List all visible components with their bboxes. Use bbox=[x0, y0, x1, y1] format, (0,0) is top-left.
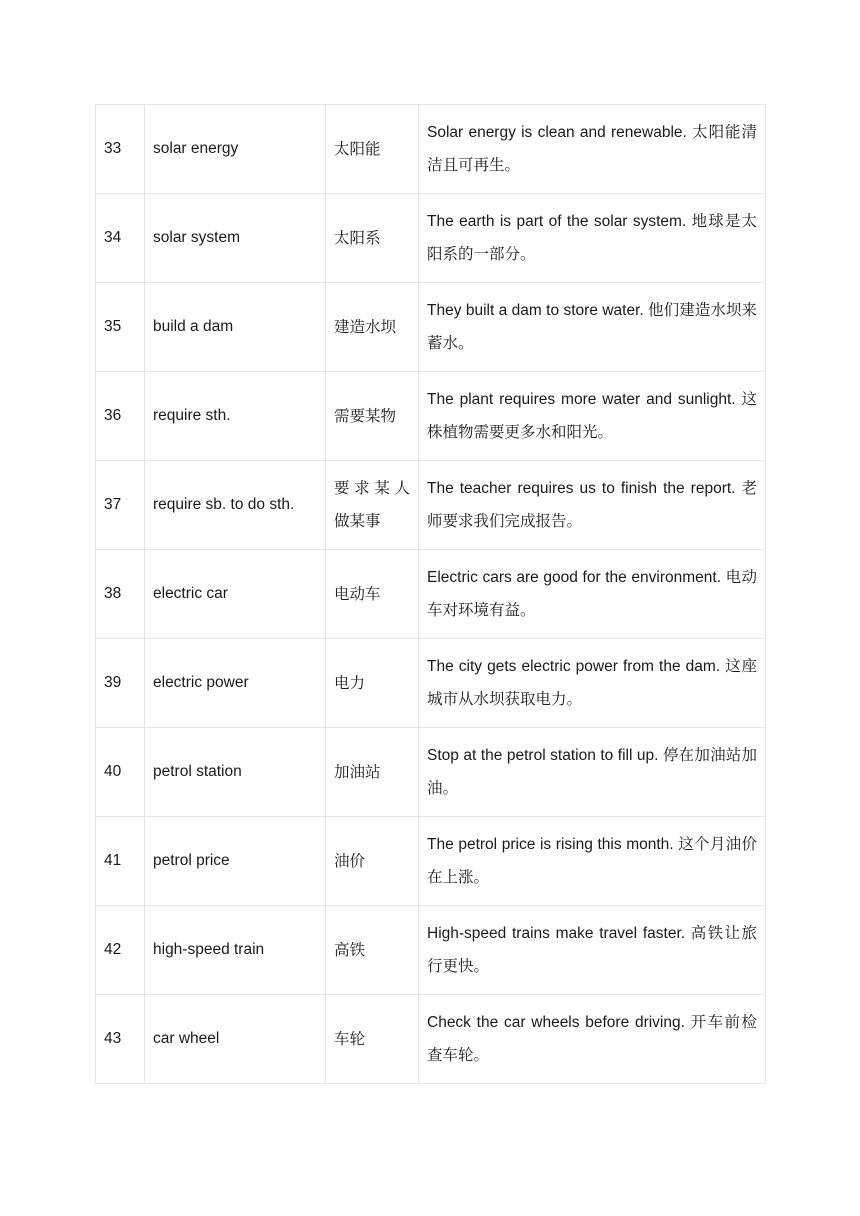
table-row bbox=[96, 817, 766, 906]
example-sentence: Check the car wheels before driving. 开车前检查车轮。 bbox=[419, 995, 766, 1084]
chinese-meaning: 电动车 bbox=[326, 550, 419, 639]
row-number: 41 bbox=[96, 817, 145, 906]
english-term: solar energy bbox=[145, 105, 326, 194]
english-term: high-speed train bbox=[145, 906, 326, 995]
table-row bbox=[96, 728, 766, 817]
chinese-meaning: 太阳能 bbox=[326, 105, 419, 194]
example-sentence: The city gets electric power from the dam. 这座城市从水坝获取电力。 bbox=[419, 639, 766, 728]
chinese-meaning: 车轮 bbox=[326, 995, 419, 1084]
row-number: 36 bbox=[96, 372, 145, 461]
chinese-meaning: 电力 bbox=[326, 639, 419, 728]
row-number: 34 bbox=[96, 194, 145, 283]
example-sentence: Stop at the petrol station to fill up. 停在加油站加油。 bbox=[419, 728, 766, 817]
english-term: car wheel bbox=[145, 995, 326, 1084]
chinese-meaning: 需要某物 bbox=[326, 372, 419, 461]
english-term: require sth. bbox=[145, 372, 326, 461]
chinese-meaning: 油价 bbox=[326, 817, 419, 906]
example-sentence: Electric cars are good for the environment. 电动车对环境有益。 bbox=[419, 550, 766, 639]
chinese-meaning: 建造水坝 bbox=[326, 283, 419, 372]
english-term: build a dam bbox=[145, 283, 326, 372]
row-number: 43 bbox=[96, 995, 145, 1084]
table-row bbox=[96, 639, 766, 728]
vocabulary-table-body bbox=[96, 105, 766, 1084]
row-number: 40 bbox=[96, 728, 145, 817]
table-row bbox=[96, 194, 766, 283]
example-sentence: High-speed trains make travel faster. 高铁让旅行更快。 bbox=[419, 906, 766, 995]
english-term: solar system bbox=[145, 194, 326, 283]
table-row bbox=[96, 372, 766, 461]
table-row bbox=[96, 995, 766, 1084]
row-number: 39 bbox=[96, 639, 145, 728]
english-term: require sb. to do sth. bbox=[145, 461, 326, 550]
example-sentence: The petrol price is rising this month. 这个月油价在上涨。 bbox=[419, 817, 766, 906]
chinese-meaning: 高铁 bbox=[326, 906, 419, 995]
english-term: petrol station bbox=[145, 728, 326, 817]
english-term: electric power bbox=[145, 639, 326, 728]
example-sentence: Solar energy is clean and renewable. 太阳能清洁且可再生。 bbox=[419, 105, 766, 194]
row-number: 38 bbox=[96, 550, 145, 639]
table-row bbox=[96, 283, 766, 372]
row-number: 42 bbox=[96, 906, 145, 995]
table-row bbox=[96, 550, 766, 639]
example-sentence: The teacher requires us to finish the report. 老师要求我们完成报告。 bbox=[419, 461, 766, 550]
table-row bbox=[96, 461, 766, 550]
english-term: electric car bbox=[145, 550, 326, 639]
row-number: 33 bbox=[96, 105, 145, 194]
english-term: petrol price bbox=[145, 817, 326, 906]
example-sentence: The plant requires more water and sunlight. 这株植物需要更多水和阳光。 bbox=[419, 372, 766, 461]
table-row bbox=[96, 906, 766, 995]
row-number: 35 bbox=[96, 283, 145, 372]
vocabulary-table bbox=[95, 104, 766, 1084]
row-number: 37 bbox=[96, 461, 145, 550]
chinese-meaning: 要求某人做某事 bbox=[326, 461, 419, 550]
table-row bbox=[96, 105, 766, 194]
example-sentence: They built a dam to store water. 他们建造水坝来蓄水。 bbox=[419, 283, 766, 372]
chinese-meaning: 加油站 bbox=[326, 728, 419, 817]
example-sentence: The earth is part of the solar system. 地球是太阳系的一部分。 bbox=[419, 194, 766, 283]
chinese-meaning: 太阳系 bbox=[326, 194, 419, 283]
